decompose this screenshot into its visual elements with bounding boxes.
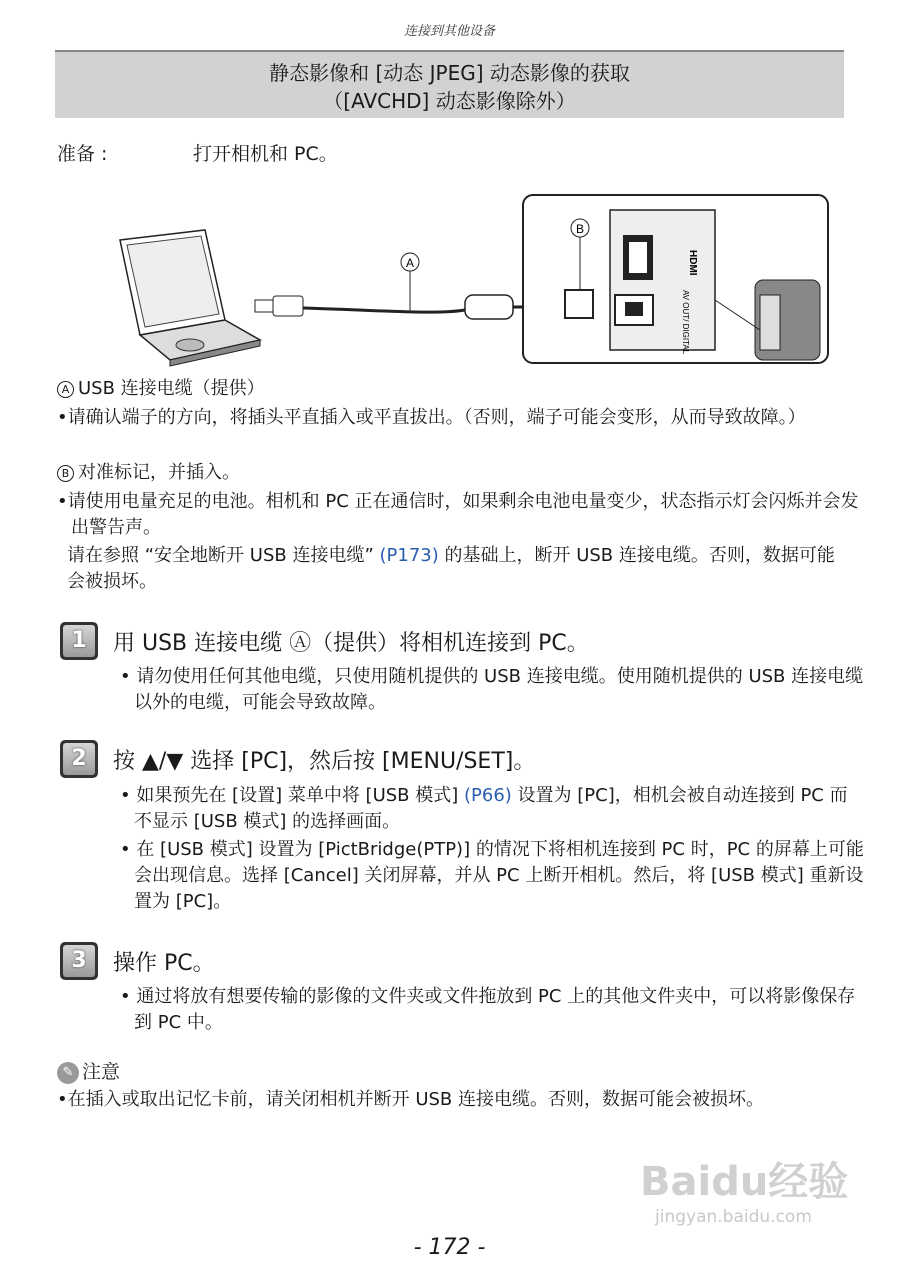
mark-b: B bbox=[57, 465, 74, 482]
note-paragraph bbox=[57, 543, 847, 595]
note-bullet-1: •请确认端子的方向，将插头平直插入或平直拔出。（否则，端子可能会变形，从而导致故障。） bbox=[57, 407, 806, 428]
link-p66[interactable]: (P66) bbox=[464, 785, 512, 806]
note-b-text: 对准标记，并插入。 bbox=[78, 462, 240, 483]
pencil-icon: ✎ bbox=[57, 1062, 79, 1084]
note-a-text: USB 连接电缆（提供） bbox=[78, 378, 265, 399]
page-number: - 172 - bbox=[413, 1235, 486, 1260]
step-2-title: 按 ▲/▼ 选择 [PC]，然后按 [MENU/SET]。 bbox=[113, 749, 536, 774]
title-line-2: （[AVCHD] 动态影像除外） bbox=[323, 89, 576, 113]
step-2-bullet-1: • 如果预先在 [设置] 菜单中将 [USB 模式] (P66) 设置为 [PC]，相机会被自动连接到 PC 而不显示 [USB 模式] 的选择画面。 bbox=[120, 785, 848, 832]
note-a bbox=[57, 376, 847, 402]
watermark-brand: Baidu经验 bbox=[640, 1159, 849, 1205]
step-3-bullet: • 通过将放有想要传输的影像的文件夹或文件拖放到 PC 上的其他文件夹中，可以将影像保存到 PC 中。 bbox=[120, 986, 856, 1033]
link-p173[interactable]: (P173) bbox=[379, 545, 439, 566]
step-1-title: 用 USB 连接电缆 Ⓐ（提供）将相机连接到 PC。 bbox=[113, 631, 589, 656]
watermark-url: jingyan.baidu.com bbox=[655, 1207, 812, 1227]
section-title bbox=[55, 50, 844, 118]
running-head: 连接到其他设备 bbox=[403, 24, 495, 39]
connection-diagram bbox=[115, 190, 830, 370]
note-bullet-2: •请使用电量充足的电池。相机和 PC 正在通信时，如果剩余电池电量变少，状态指示灯会闪烁并会发出警告声。 bbox=[57, 491, 859, 538]
step-1-badge: 1 bbox=[60, 622, 98, 660]
label-b: B bbox=[575, 222, 585, 236]
hdmi-label: HDMI bbox=[687, 250, 698, 276]
label-a: A bbox=[405, 256, 415, 270]
caution-heading: ✎ 注意 bbox=[57, 1057, 120, 1084]
step-2-bullet-2: • 在 [USB 模式] 设置为 [PictBridge(PTP)] 的情况下将相机连接到 PC 时，PC 的屏幕上可能会出现信息。选择 [Cancel] 关闭屏幕，并从 PC 上断开相机。然后，将 [USB 模式] 重新设置为 [PC]。 bbox=[120, 839, 864, 912]
para-post: 的基础上，断开 USB 连接电缆。否则，数据可能会被损坏。 bbox=[67, 545, 835, 592]
para-pre: 请在参照 “安全地断开 USB 连接电缆” bbox=[67, 545, 380, 566]
note-b bbox=[57, 460, 847, 486]
step-1-bullet: • 请勿使用任何其他电缆，只使用随机提供的 USB 连接电缆。使用随机提供的 USB 连接电缆以外的电缆，可能会导致故障。 bbox=[120, 666, 864, 713]
mark-a: A bbox=[57, 381, 74, 398]
prep-value: 打开相机和 PC。 bbox=[193, 143, 338, 165]
laptop-illustration bbox=[120, 230, 260, 366]
title-line-1: 静态影像和 [动态 JPEG] 动态影像的获取 bbox=[269, 61, 630, 85]
step-3-title: 操作 PC。 bbox=[113, 951, 215, 976]
port-label: AV OUT/ DIGITAL bbox=[681, 290, 690, 355]
step-3-badge: 3 bbox=[60, 942, 98, 980]
caution-text: •在插入或取出记忆卡前，请关闭相机并断开 USB 连接电缆。否则，数据可能会被损坏。 bbox=[57, 1089, 765, 1110]
prep-label: 准备 : bbox=[57, 143, 108, 165]
step-2-badge: 2 bbox=[60, 740, 98, 778]
